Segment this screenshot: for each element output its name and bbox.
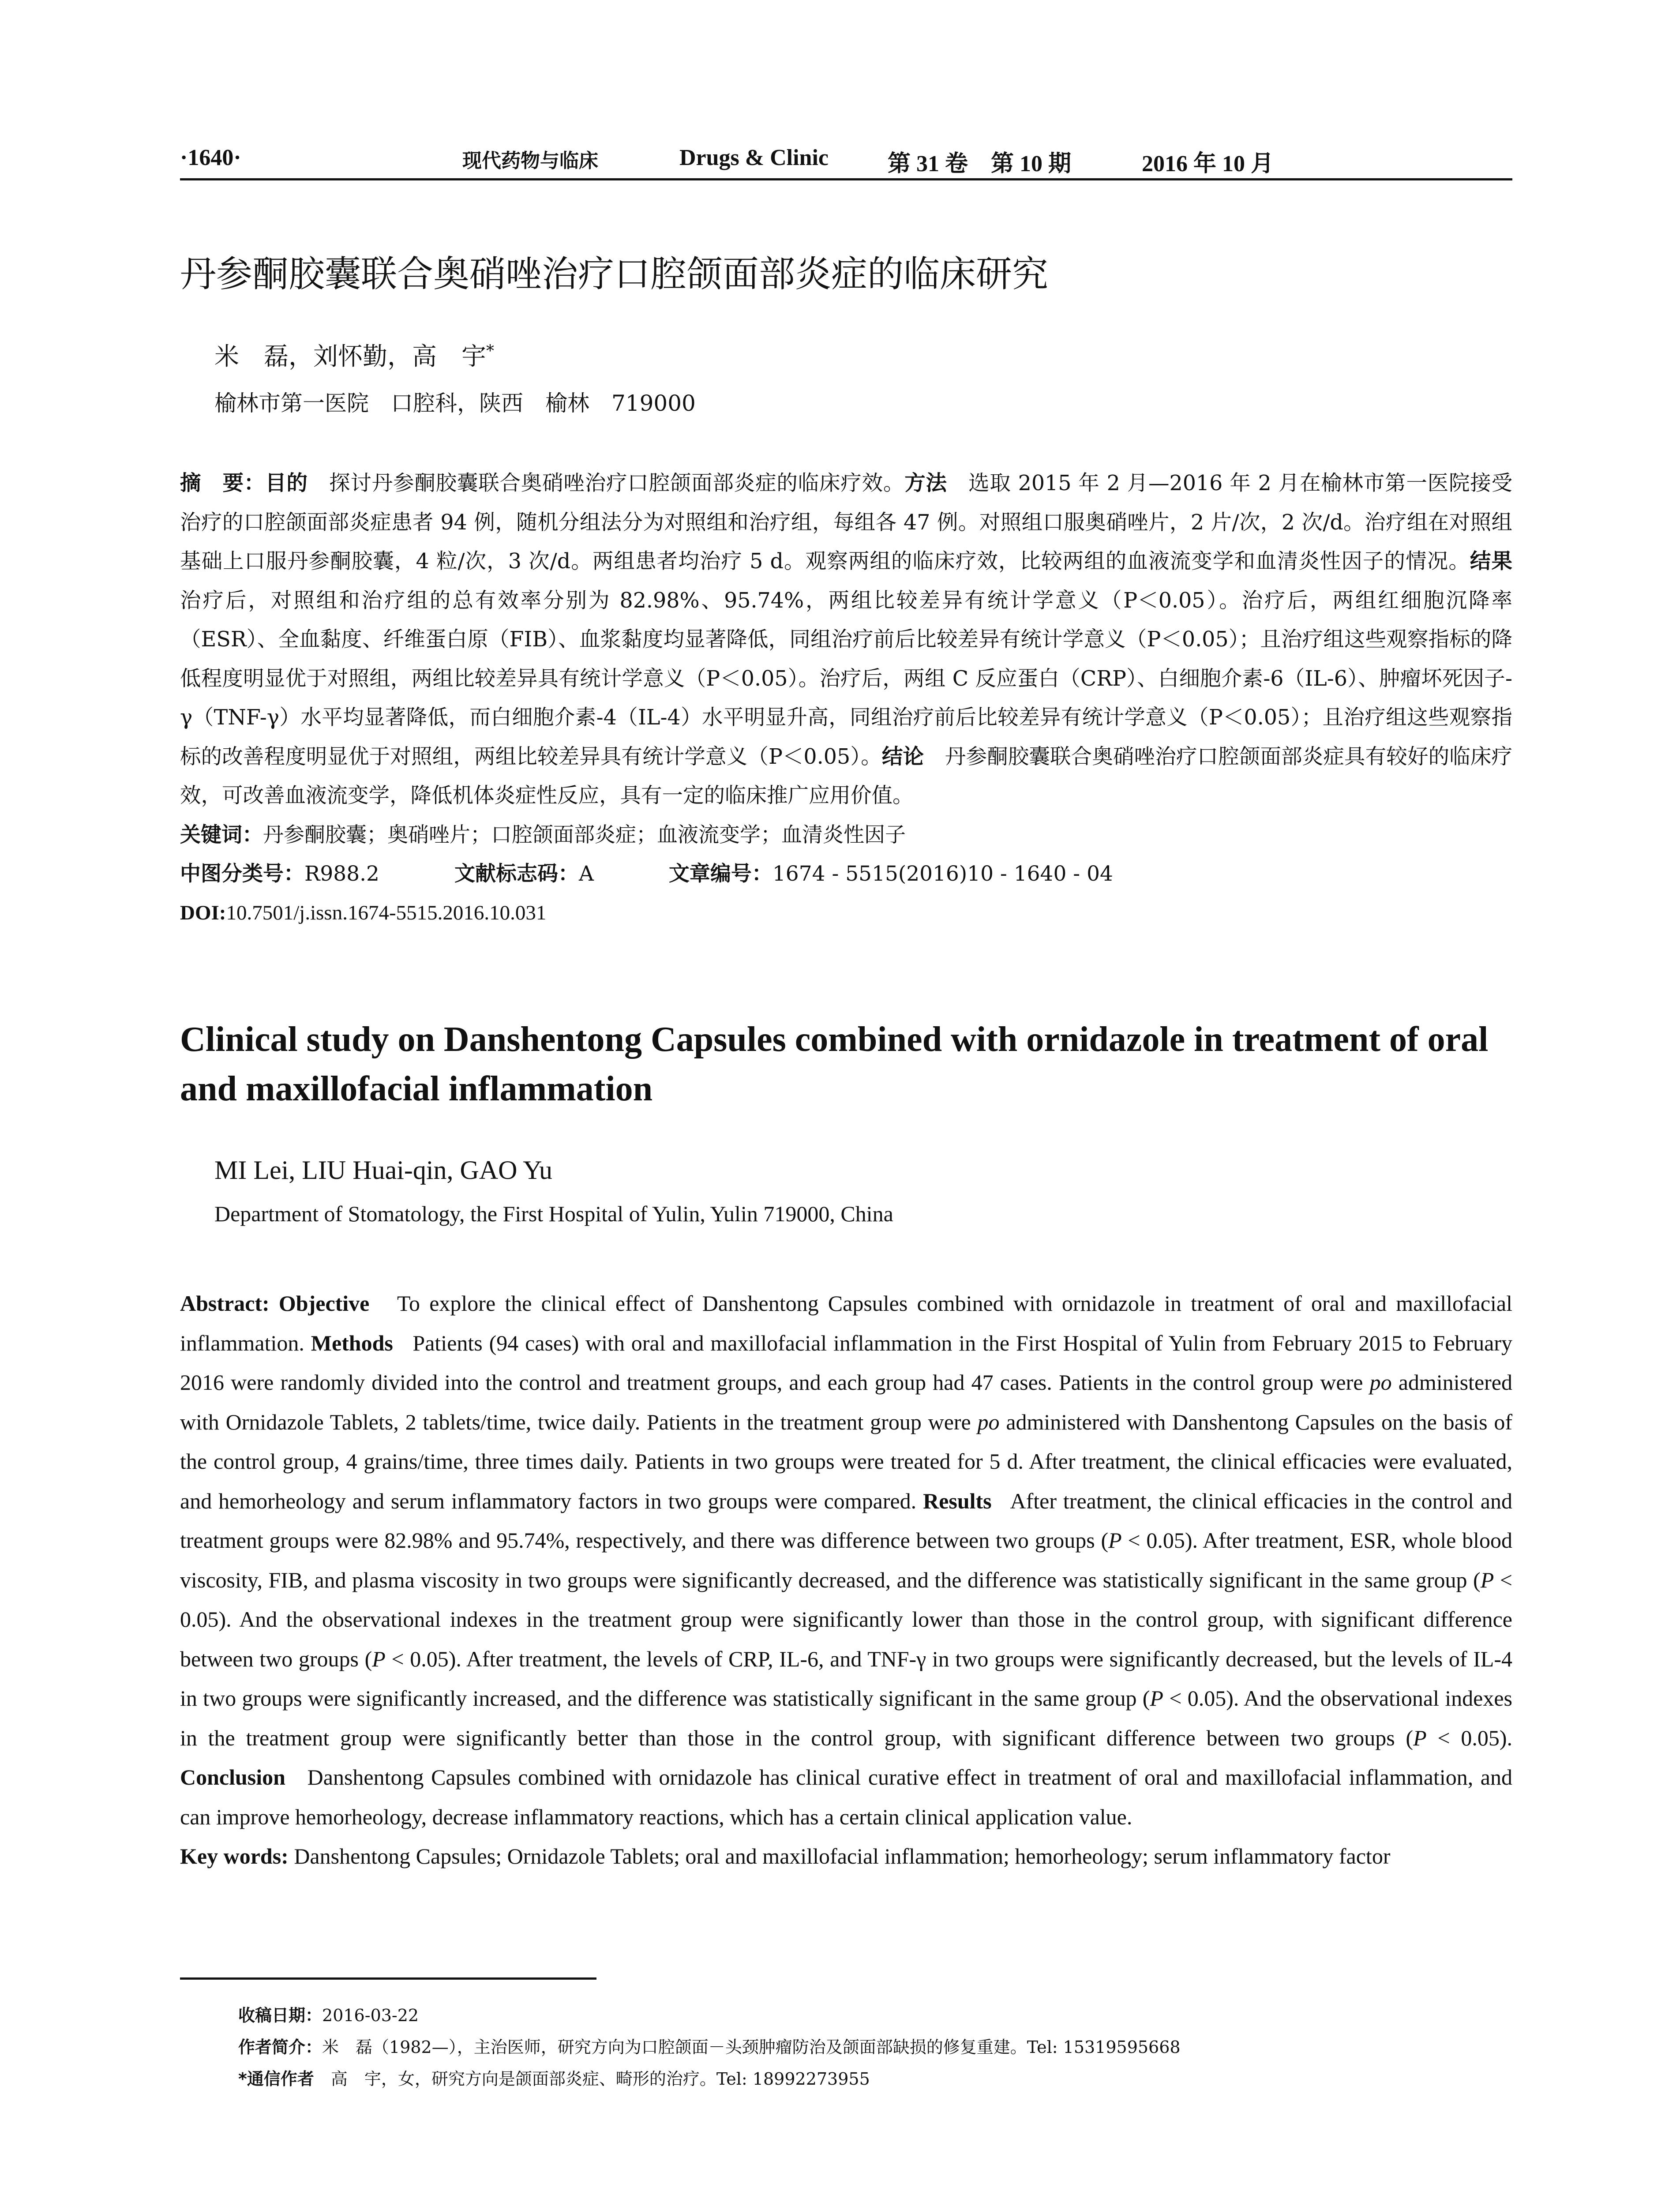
objective-en: To explore the clinical effect of Danshentong Capsules combined with ornidazole in treatment of oral and maxillofacial inflammation. [180, 1291, 1512, 1355]
author-bio: 米 磊（1982—），主治医师，研究方向为口腔颌面－头颈肿瘤防治及颌面部缺损的修复重建。Tel: 15319595668 [322, 2037, 1181, 2057]
classification-line [180, 855, 1512, 893]
results-en-label: Results [923, 1488, 992, 1513]
corresponding-author-line [238, 2063, 1181, 2095]
p-value-2: < 0.05) [180, 1567, 1512, 1632]
p-value-5: < 0.05) [1426, 1725, 1507, 1750]
results-en-5: . And the observational indexes in the treatment group were significantly better than those in the control group, with significant difference between two groups ( [180, 1686, 1513, 1750]
conclusion-cn-label: 结论 [881, 744, 924, 769]
p-value-1: < 0.05) [1121, 1528, 1192, 1553]
conclusion-en-label: Conclusion [180, 1765, 285, 1790]
keywords-cn-line [180, 816, 1512, 855]
author-bio-line [238, 2031, 1181, 2063]
journal-name-en: Drugs & Clinic [679, 145, 829, 170]
abstract-en [180, 1284, 1512, 1876]
received-label: 收稿日期： [238, 2006, 322, 2025]
corresponding-author-label: *通信作者 [238, 2069, 314, 2089]
results-en-end: . [1507, 1725, 1512, 1750]
keywords-en-line [180, 1837, 1512, 1876]
title-en: Clinical study on Danshentong Capsules combined with ornidazole in treatment of oral and maxillofacial inflammation [180, 1020, 1489, 1108]
authors-en: MI Lei, LIU Huai-qin, GAO Yu [214, 1156, 552, 1185]
methods-en-1: Patients (94 cases) with oral and maxillofacial inflammation in the First Hospital of Yulin from February 2015 to February 2016 were randomly divided into the control and treatment groups, and each group had 47 cases. Patients in the control group were [180, 1330, 1513, 1395]
conclusion-en: Danshentong Capsules combined with ornidazole has clinical curative effect in treatment of oral and maxillofacial inflammation, and can improve hemorheology, decrease inflammatory reactions, which has a certain clinical application value. [180, 1765, 1512, 1829]
p-italic-3: P [372, 1646, 386, 1671]
objective-cn-label: 目的 [265, 471, 308, 495]
po-italic-2: po [977, 1409, 1000, 1434]
journal-name-cn: 现代药物与临床 [462, 150, 598, 172]
page-number: ·1640· [180, 145, 241, 170]
doi-line [180, 893, 1512, 932]
p-italic-2: P [1480, 1567, 1494, 1592]
affiliation-cn: 榆林市第一医院 口腔科，陕西 榆林 719000 [214, 390, 696, 416]
results-en-3: . And the observational indexes in the treatment group were significantly lower than those in the control group, with significant difference between two groups ( [180, 1607, 1512, 1671]
affiliation-en: Department of Stomatology, the First Hospital of Yulin, Yulin 719000, China [214, 1201, 893, 1226]
volume-issue: 第 31 卷 第 10 期 [888, 151, 1072, 176]
abstract-cn [180, 464, 1512, 932]
results-en-2: . After treatment, ESR, whole blood viscosity, FIB, and plasma viscosity in two groups were significantly decreased, and the difference was statistically significant in the same group ( [180, 1528, 1512, 1592]
authors-cn [214, 337, 494, 372]
methods-en-label: Methods [311, 1330, 393, 1355]
doi-link[interactable]: 10.7501/j.issn.1674-5515.2016.10.031 [226, 901, 547, 924]
corresponding-author-mark: * [486, 342, 494, 360]
running-header [180, 140, 1512, 180]
abstract-cn-label: 摘 要： [180, 471, 266, 495]
objective-en-label: Objective [278, 1291, 370, 1316]
footnotes [238, 2000, 1181, 2095]
methods-cn: 选取 2015 年 2 月—2016 年 2 月在榆林市第一医院接受治疗的口腔颌面部炎症患者 94 例，随机分组法分为对照组和治疗组，每组各 47 例。对照组口服奥硝唑片，2 片/次，2 次/d。治疗组在对照组基础上口服丹参酮胶囊，4 粒/次，3 次/d。两组患者均治疗 5 d。观察两组的临床疗效，比较两组的血液流变学和血清炎性因子的情况。 [180, 471, 1513, 574]
results-cn: 治疗后，对照组和治疗组的总有效率分别为 82.98%、95.74%，两组比较差异有统计学意义（P＜0.05）。治疗后，两组红细胞沉降率（ESR）、全血黏度、纤维蛋白原（FIB）、血浆黏度均显著降低，同组治疗前后比较差异有统计学意义（P＜0.05）；且治疗组这些观察指标的降低程度明显优于对照组，两组比较差异具有统计学意义（P＜0.05）。治疗后，两组 C 反应蛋白（CRP）、白细胞介素-6（IL-6）、肿瘤坏死因子-γ（TNF-γ）水平均显著降低，而白细胞介素-4（IL-4）水平明显升高，同组治疗前后比较差异有统计学意义（P＜0.05）；且治疗组这些观察指标的改善程度明显优于对照组，两组比较差异具有统计学意义（P＜0.05）。 [180, 588, 1512, 769]
doc-code-label: 文献标志码： [454, 861, 579, 886]
clc-label: 中图分类号： [180, 861, 304, 886]
results-en-4: . After treatment, the levels of CRP, IL-6, and TNF-γ in two groups were significantly decreased, but the levels of IL-4 in two groups were significantly increased, and the difference was statistically significant in the same group ( [180, 1646, 1512, 1711]
p-value-3: < 0.05) [385, 1646, 456, 1671]
received-date: 2016-03-22 [322, 2006, 419, 2025]
clc-code: R988.2 [304, 861, 379, 886]
footnote-divider [180, 1977, 596, 1980]
conclusion-cn: 丹参酮胶囊联合奥硝唑治疗口腔颌面部炎症具有较好的临床疗效，可改善血液流变学，降低机体炎症性反应，具有一定的临床推广应用价值。 [180, 744, 1513, 808]
keywords-cn-label: 关键词： [180, 822, 263, 847]
results-cn-label: 结果 [1470, 549, 1513, 574]
methods-en-3: administered with Danshentong Capsules on the basis of the control group, 4 grains/time, three times daily. Patients in two groups were treated for 5 d. After treatment, the clinical efficacies were evaluated, and hemorheology and serum inflammatory factors in two groups were compared. [180, 1409, 1512, 1513]
p-italic-5: P [1413, 1725, 1427, 1750]
objective-cn: 探讨丹参酮胶囊联合奥硝唑治疗口腔颌面部炎症的临床疗效。 [329, 471, 905, 495]
authors-cn-text: 米 磊，刘怀勤，高 宇 [214, 342, 486, 371]
results-en-1: After treatment, the clinical efficacies in the control and treatment groups were 82.98% and 95.74%, respectively, and there was difference between two groups ( [180, 1488, 1512, 1553]
p-italic-4: P [1150, 1686, 1163, 1711]
methods-en-2: administered with Ornidazole Tablets, 2 tablets/time, twice daily. Patients in the treatment group were [180, 1370, 1512, 1434]
article-no: 1674 - 5515(2016)10 - 1640 - 04 [772, 861, 1113, 886]
keywords-cn: 丹参酮胶囊；奥硝唑片；口腔颌面部炎症；血液流变学；血清炎性因子 [263, 822, 906, 847]
received-date-line [238, 2000, 1181, 2031]
keywords-en-label: Key words: [180, 1844, 289, 1868]
methods-cn-label: 方法 [904, 471, 947, 495]
p-italic-1: P [1108, 1528, 1122, 1553]
abstract-en-label: Abstract: [180, 1291, 270, 1316]
article-no-label: 文章编号： [668, 861, 772, 886]
po-italic-1: po [1369, 1370, 1392, 1395]
title-cn: 丹参酮胶囊联合奥硝唑治疗口腔颌面部炎症的临床研究 [180, 253, 1049, 295]
corresponding-author-info: 高 宇，女，研究方向是颌面部炎症、畸形的治疗。Tel: 18992273955 [330, 2069, 870, 2089]
doc-code: A [578, 861, 594, 886]
p-value-4: < 0.05) [1163, 1686, 1234, 1711]
doi-label: DOI: [180, 901, 226, 924]
author-bio-label: 作者简介： [238, 2037, 322, 2057]
issue-date: 2016 年 10 月 [1142, 151, 1274, 176]
keywords-en: Danshentong Capsules; Ornidazole Tablets; oral and maxillofacial inflammation; hemorheology; serum inflammatory factor [294, 1844, 1391, 1868]
